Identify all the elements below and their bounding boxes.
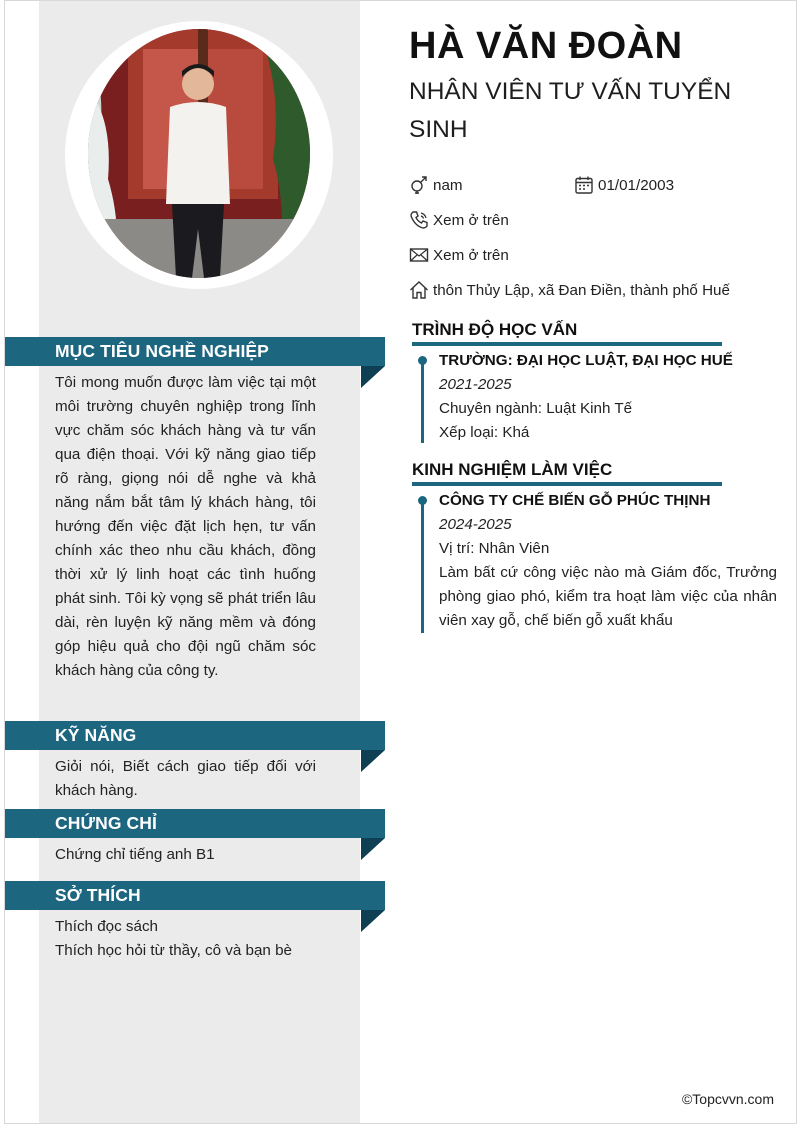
gender-value: nam <box>433 176 463 194</box>
footer-credit[interactable]: ©Topcvvn.com <box>681 1091 774 1107</box>
education-period: 2021-2025 <box>439 376 512 393</box>
skills-fold <box>361 750 385 772</box>
phone-info <box>409 208 509 232</box>
email-info <box>409 243 509 267</box>
phone-value: Xem ở trên <box>433 211 509 229</box>
birthday-value: 01/01/2003 <box>598 176 675 194</box>
hobby-item: Thích học hỏi từ thầy, cô và bạn bè <box>55 942 292 959</box>
phone-icon <box>409 210 429 230</box>
home-icon <box>409 280 429 300</box>
education-timeline <box>421 357 424 443</box>
hobbies-list <box>55 915 316 963</box>
experience-timeline <box>421 497 424 633</box>
education-heading: TRÌNH ĐỘ HỌC VẤN <box>412 320 578 339</box>
experience-divider <box>412 482 722 486</box>
education-timeline-dot <box>418 356 427 365</box>
experience-timeline-dot <box>418 496 427 505</box>
certificates-fold <box>361 838 385 860</box>
objective-heading: MỤC TIÊU NGHỀ NGHIỆP <box>5 337 385 366</box>
birthday-info <box>574 173 674 197</box>
avatar <box>88 29 310 278</box>
experience-description: Làm bất cứ công việc nào mà Giám đốc, Trưởng phòng giao phó, kiểm tra hoạt làm việc của nhân viên xay gỗ, chế biến gỗ xuất khẩu <box>439 564 777 629</box>
experience-position: Vị trí: Nhân Viên <box>439 540 550 557</box>
hobby-item: Thích đọc sách <box>55 918 158 935</box>
candidate-title: NHÂN VIÊN TƯ VẤN TUYỂN SINH <box>409 78 732 143</box>
education-major: Chuyên ngành: Luật Kinh Tế <box>439 400 633 417</box>
education-entry <box>439 349 777 445</box>
candidate-name: HÀ VĂN ĐOÀN <box>409 25 683 67</box>
hobbies-heading: SỞ THÍCH <box>5 881 385 910</box>
skills-heading: KỸ NĂNG <box>5 721 385 750</box>
certificates-heading: CHỨNG CHỈ <box>5 809 385 838</box>
address-info <box>409 278 730 302</box>
gender-icon <box>409 175 429 195</box>
school-name: TRƯỜNG: ĐẠI HỌC LUẬT, ĐẠI HỌC HUẾ <box>439 352 733 369</box>
objective-text: Tôi mong muốn được làm việc tại một môi trường chuyên nghiệp trong lĩnh vực chăm sóc khách hàng và tư vấn qua điện thoại. Với kỹ năng giao tiếp rõ ràng, giọng nói dễ nghe và khả năng nắm bắt tâm lý khách hàng, tôi hướng đến việc đặt lịch hẹn, tư vấn chính xác theo nhu cầu khách, đồng thời xử lý linh hoạt các tình huống phát sinh. Tôi kỳ vọng sẽ phát triển lâu dài, rèn luyện kỹ năng mềm và đóng góp hiệu quả cho đội ngũ chăm sóc khách hàng của công ty. <box>55 374 316 679</box>
email-value: Xem ở trên <box>433 246 509 264</box>
gender-info <box>409 173 463 197</box>
education-divider <box>412 342 722 346</box>
mail-icon <box>409 245 429 265</box>
cv-page <box>4 0 797 1124</box>
experience-period: 2024-2025 <box>439 516 512 533</box>
education-grade: Xếp loại: Khá <box>439 424 530 441</box>
experience-heading: KINH NGHIỆM LÀM VIỆC <box>412 460 613 479</box>
company-name: CÔNG TY CHẾ BIẾN GỖ PHÚC THỊNH <box>439 492 711 509</box>
skills-text: Giỏi nói, Biết cách giao tiếp đối với khách hàng. <box>55 758 316 799</box>
calendar-icon <box>574 175 594 195</box>
objective-fold <box>361 366 385 388</box>
certificates-text: Chứng chỉ tiếng anh B1 <box>55 846 215 863</box>
experience-entry <box>439 489 777 633</box>
address-value: thôn Thủy Lập, xã Đan Điền, thành phố Huế <box>433 281 730 299</box>
hobbies-fold <box>361 910 385 932</box>
